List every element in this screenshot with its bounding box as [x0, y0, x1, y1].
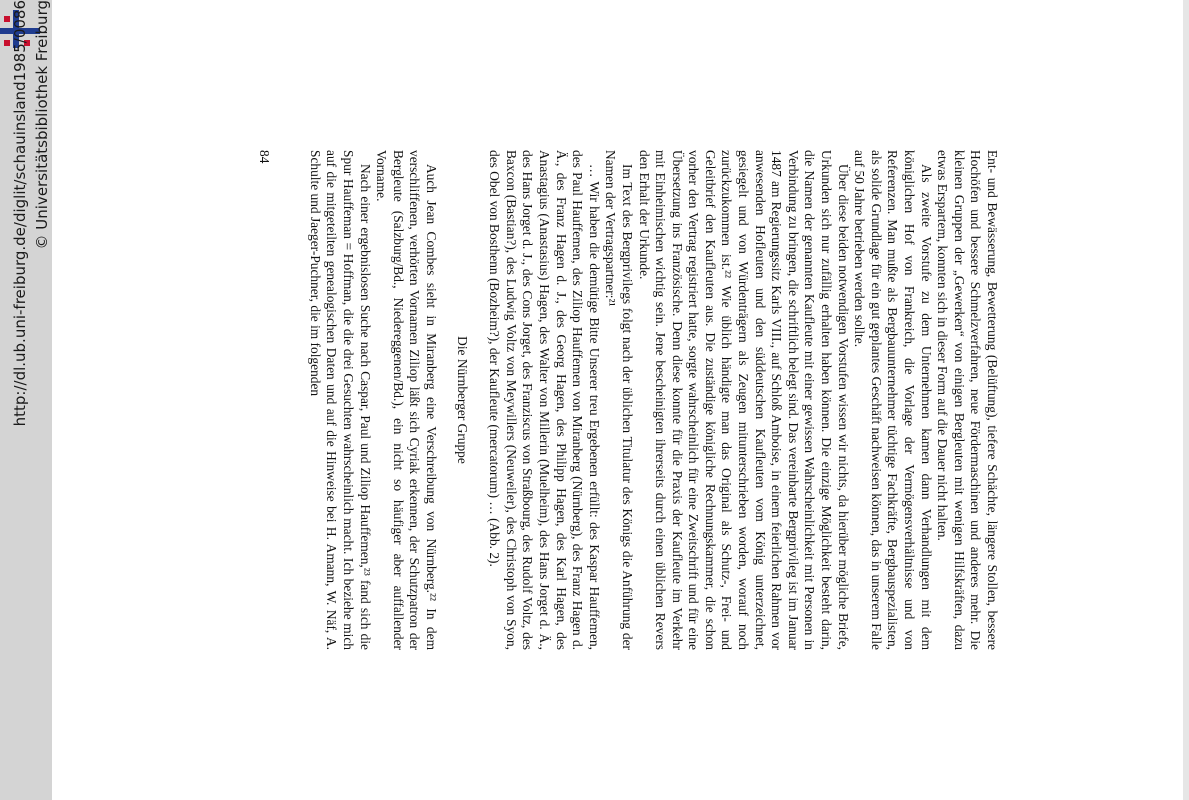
- document-url[interactable]: http://dl.ub.uni-freiburg.de/diglit/schauinsland1985/0086: [11, 0, 29, 427]
- rotated-page-content: [240, 150, 1000, 650]
- paragraph: Ent- und Bewässerung, Bewetterung (Belüftung), tiefere Schächte, längere Stollen, bessere Hochöfen und bessere Schmelzverfahren, neue Fördermaschinen und anderes mehr. Die kleinen Gruppen der „Gewerken“ von einigen Bergleuten mit wenigen Hilfskräften, dazu etwas Erspartem, konnten sich in dieser Form auf die Dauer nicht halten.: [935, 150, 1000, 650]
- copyright-notice: © Universitätsbibliothek Freiburg: [33, 0, 51, 250]
- paragraph: Als zweite Vorstufe zu dem Unternehmen kamen dann Verhandlungen mit dem königlichen Hof von Frankreich, die Vorlage der Vermögensverhältnisse und von Referenzen. Man mußte als Bergbauunternehmer tüchtige Fachkräfte, Bergbauspezialisten, als solide Grundlage für ein gut geplantes Geschäft nachweisen können, das in unserem Falle auf 50 Jahre betrieben werden sollte.: [852, 150, 934, 650]
- paragraph: Nach einer ergebnislosen Suche nach Caspar, Paul und Ziliop Hauffemen,²³ fand sich die Spur Hauffeman = Hoffman, die die drei Gesuchten wahrscheinlich macht. Ich beziehe mich auf die mitgeteilten genealogischen Daten und auf die Hinweise bei H. Amann, W. Näf, A. Schulte und Jaeger-Puchner, die im folgenden: [307, 150, 373, 650]
- paragraph: Auch Jean Combes sieht in Miranberg eine Verschreibung von Nürnberg.²² In dem verschliffenen, verhörten Vornamen Ziliop läßt sich Cyriak erkennen, der Schutzpatron der Bergleute (Salzburg/Bd., Niedereggenen/Bd.), ein nicht so häufiger aber auffallender Vorname.: [374, 150, 439, 650]
- paragraph: Über diese beiden notwendigen Vorstufen wissen wir nichts, da hierüber mögliche Briefe, Urkunden sich nur zufällig erhalten haben können. Die einzige Möglichkeit besteht darin, die Namen der genannten Kaufleute mit einer gewissen Wahrscheinlichkeit mit Personen in Verbindung zu bringen, die schriftlich belegt sind. Das vereinbarte Bergprivileg ist im Januar 1487 am Regierungssitz Karls VIII., auf Schloß Amboise, in einem feierlichen Rahmen vor anwesenden Hofleuten und den süddeutschen Kaufleuten vom König unterzeichnet, gesiegelt und von Würdenträgern als Zeugen mitunterschrieben worden, worauf noch zurückzukommen ist.²² Wie üblich händigte man das Original als Schutz-, Frei- und Geleitbrief den Kaufleuten aus. Die zuständige königliche Rechnungskammer, die schon vorher den Vertrag registriert hatte, sorgte wahrscheinlich für eine Zweitschrift und für eine Übersetzung ins Französische. Denn diese konnte für die Praxis der Kaufleute im Verkehr mit Einheimischen wichtig sein. Jene bescheinigten ihrerseits durch einen üblichen Revers den Erhalt der Urkunde.: [636, 150, 851, 650]
- page-number: 84: [257, 150, 273, 164]
- paragraph: Im Text des Bergprivilegs folgt nach der üblichen Titulatur des Königs die Anführung der Namen der Vertragspartner:²¹: [603, 150, 635, 650]
- sidebar: [0, 0, 52, 800]
- quote-paragraph: … Wir haben die demütige Bitte Unserer treu Ergebenen erfüllt: des Kaspar Hauffemen, des Paul Hauffemen, des Ziliop Hauffemen von Miranberg (Nürnberg), des Franz Hagen d. Ä., des Franz Hagen d. J., des Georg Hagen, des Philipp Hagen, des Karl Hagen, des Anastagius (Anastasius) Hagen, des Walter von Millerin (Muelheim), des Hans Jorget d. Ä., des Hans Jorget d. J., des Cons Jorget, des Franziscus von Straßbourg, des Rudolf Voltz, des Baxcon (Bastian?), des Ludwig Voltz von Meywillers (Neuweiler), des Christoph von Syon, des Obel von Bosthenn (Bozheim?), der Kaufleute (mercatorum) … (Abb. 2).: [487, 150, 602, 650]
- scrollbar-track[interactable]: [1183, 0, 1189, 800]
- section-heading: Die Nürnberger Gruppe: [454, 336, 470, 464]
